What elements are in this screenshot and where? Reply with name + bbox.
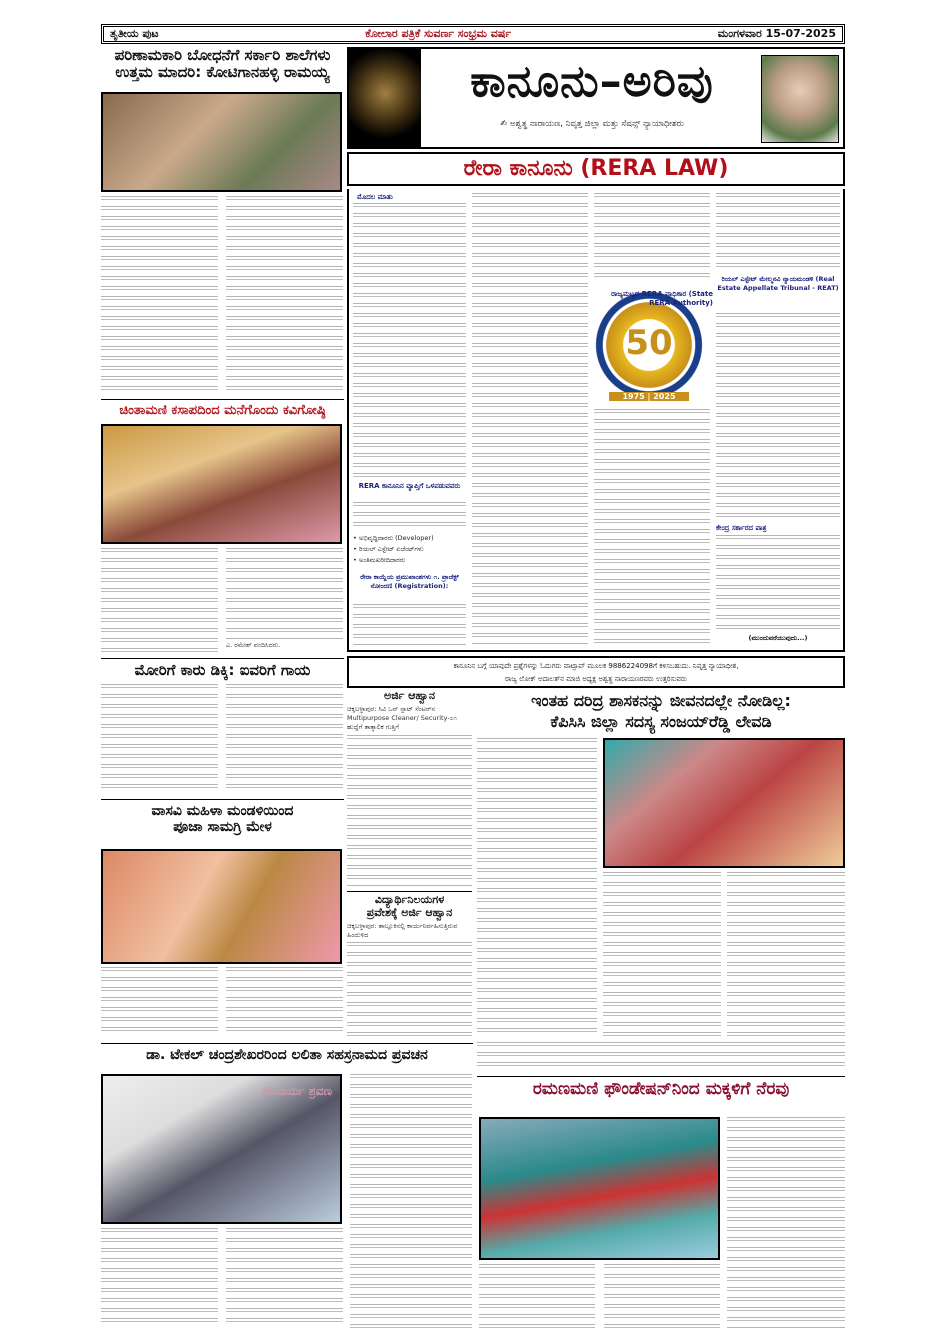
lalitha-text-col2	[226, 1228, 343, 1328]
bullet-text: ರಿಯಲ್ ಎಸ್ಟೇಟ್ ಏಜೆಂಟ್‌ಗಳು	[358, 545, 424, 553]
bullet-text: ಅಭಿವೃದ್ಧಿದಾರರು (Developer)	[358, 534, 434, 542]
subhead-state: ರಾಜ್ಯಮಟ್ಟದ RERA ಪ್ರಾಧಿಕಾರ (State RERA Authority)	[611, 290, 713, 307]
school-headline-line1: ಪರಿಣಾಮಕಾರಿ ಬೋಧನೆಗೆ ಸರ್ಕಾರಿ ಶಾಲೆಗಳು	[114, 46, 331, 64]
rera-text-col3b	[594, 409, 710, 646]
subhead-intro: ಮೊದಲ ಮಾತು	[357, 193, 393, 201]
vasavi-headline-line2: ಪೂಜಾ ಸಾಮಗ್ರಿ ಮೇಳ	[173, 819, 272, 836]
rera-text-col1b	[353, 502, 466, 532]
sanjay-text-col3	[727, 872, 845, 1038]
lalitha-photo	[101, 1074, 342, 1224]
hostel-headline	[347, 894, 472, 919]
rera-headline: ರೇರಾ ಕಾನೂನು (RERA LAW)	[463, 156, 729, 181]
kavigoshti-end: ಎ. ರಮೇಶ್ ವಂದಿಸಿದರು.	[226, 641, 281, 649]
sanjay-photo	[603, 738, 845, 868]
ramanamani-text-col1	[479, 1264, 595, 1328]
hostel-headline-line1: ವಿದ್ಯಾರ್ಥಿನಿಲಯಗಳ	[374, 893, 445, 906]
hostel-lead: ಚಿಕ್ಕಬಳ್ಳಾಪುರ: ತಾಲ್ಲೂಕಿನಲ್ಲಿ ಕಾರ್ಯನಿರ್ವಹಿಸುತ್ತಿರುವ ಹಿಂದುಳಿದ	[347, 922, 458, 939]
continued-note: (ಮುಂದುವರೆಯುವುದು...)	[748, 634, 808, 642]
rera-text-col1c	[353, 604, 466, 646]
rera-text-col3a	[594, 193, 710, 283]
subhead-who: RERA ಕಾನೂನಿನ ವ್ಯಾಪ್ತಿಗೆ ಒಳಪಡುವವರು	[358, 482, 461, 490]
ramanamani-photo	[479, 1117, 720, 1260]
arji-headline: ಅರ್ಜಿ ಆಹ್ವಾನ	[383, 689, 436, 702]
law-column-masthead	[347, 47, 845, 149]
school-photo	[101, 92, 342, 192]
hostel-headline-line2: ಪ್ರವೇಶಕ್ಕೆ ಅರ್ಜಿ ಆಹ್ವಾನ	[366, 905, 453, 919]
divider	[101, 799, 344, 800]
law-column-author	[427, 119, 757, 129]
school-text-col2	[226, 196, 343, 394]
rera-text-col2	[472, 193, 588, 646]
law-footer-line2: ರಾಜ್ಯ ಲೋಕ್ ಅದಾಲತ್‌ನ ಮಾಜಿ ಅಧ್ಯಕ್ಷ ಅಶ್ವತ್ಥ ನಾರಾಯಣರವರು ಉತ್ತರಿಸುವರು	[505, 675, 687, 683]
page-header-bar	[101, 24, 845, 44]
school-text-col1	[101, 196, 218, 394]
ramanamani-text-col2	[604, 1264, 720, 1328]
rera-body	[347, 189, 845, 652]
rera-headline-box	[347, 152, 845, 186]
accident-headline: ಮೋರಿಗೆ ಕಾರು ಡಿಕ್ಕಿ: ಐವರಿಗೆ ಗಾಯ	[134, 661, 311, 679]
ramanamani-text-col3	[727, 1117, 845, 1328]
rera-text-col4c	[716, 535, 840, 630]
sanjay-headline-line2: ಕೆಪಿಸಿಸಿ ಜಿಲ್ಲಾ ಸದಸ್ಯ ಸಂಜಯ್‌ರೆಡ್ಡಿ ಲೇವಡಿ	[550, 712, 772, 731]
sanjay-text-end	[477, 1042, 845, 1072]
lalitha-headline: ಡಾ. ಟೇಕಲ್ ಚಂದ್ರಶೇಖರರಿಂದ ಲಲಿತಾ ಸಹಸ್ರನಾಮದ ಪ್ರವಚನ	[146, 1047, 428, 1063]
lalitha-photo-banner-text: ಸೌಂದರ್ಯ ಶ್ರವಣ	[261, 1084, 332, 1098]
lalitha-text-col3	[350, 1074, 472, 1328]
sanjay-headline-line1: ಇಂತಹ ದರಿದ್ರ ಶಾಸಕನನ್ನು ಜೀವನದಲ್ಲೇ ನೋಡಿಲ್ಲ:	[531, 691, 791, 710]
school-headline-line2: ಉತ್ತಮ ಮಾದರಿ: ಕೋಟಿಗಾನಹಳ್ಳಿ ರಾಮಯ್ಯ	[115, 63, 330, 82]
justice-statue-icon	[349, 49, 421, 147]
kavigoshti-text-col1	[101, 548, 218, 653]
law-column-author-text: ಅಶ್ವತ್ಥ ನಾರಾಯಣ, ನಿವೃತ್ತ ಜಿಲ್ಲಾ ಮತ್ತು ಸೆಷನ್ಸ್ ನ್ಯಾಯಾಧೀಶರು	[510, 119, 684, 129]
author-photo	[761, 55, 839, 143]
subhead-central: ಕೇಂದ್ರ ಸರ್ಕಾರದ ಪಾತ್ರ	[716, 524, 767, 532]
header-center-text: ಕೋಲಾರ ಪತ್ರಿಕೆ ಸುವರ್ಣ ಸಂಭ್ರಮ ವರ್ಷ	[365, 27, 512, 40]
vasavi-text-col2	[226, 967, 343, 1037]
vasavi-text-col1	[101, 967, 218, 1037]
bullet-item: • ಅಂತಿಮಖರೀದಿದಾರರು	[353, 556, 406, 564]
vasavi-headline	[101, 803, 344, 835]
bullet-item: • ಅಭಿವೃದ್ಧಿದಾರರು (Developer)	[353, 534, 434, 542]
divider	[101, 399, 344, 400]
school-headline	[101, 47, 344, 82]
subhead-registration: ರೇರಾ ಕಾಯ್ದೆಯ ಪ್ರಮುಖಾಂಶಗಳು ೧. ಪ್ರಾಜೆಕ್ಟ್ ನೋಂದಣಿ (Registration):	[360, 573, 459, 590]
divider	[347, 891, 472, 892]
divider	[101, 1043, 473, 1044]
badge-years: 1975 | 2025	[609, 392, 689, 401]
rera-text-col4b	[716, 313, 840, 518]
kavigoshti-text-col2	[226, 548, 343, 640]
kavigoshti-photo	[101, 424, 342, 544]
pen-icon: ✍	[500, 119, 511, 129]
rera-text-col1a	[353, 203, 466, 478]
bullet-text: ಅಂತಿಮಖರೀದಿದಾರರು	[358, 556, 406, 564]
vasavi-headline-line1: ವಾಸವಿ ಮಹಿಳಾ ಮಂಡಳಿಯಿಂದ	[151, 803, 294, 819]
accident-text-col2	[226, 684, 343, 794]
who-bullets	[353, 533, 466, 566]
divider	[101, 658, 344, 659]
sanjay-headline	[477, 690, 845, 732]
law-column-title: ಕಾನೂನು–ಅರಿವು	[470, 56, 714, 107]
page-label: ತೃತೀಯ ಪುಟ	[110, 27, 159, 40]
ramanamani-headline: ರಮಣಮಣಿ ಫೌಂಡೇಷನ್‌ನಿಂದ ಮಕ್ಕಳಿಗೆ ನೆರವು	[532, 1079, 790, 1099]
arji-text	[347, 735, 472, 887]
kavigoshti-headline: ಚಿಂತಾಮಣಿ ಕಸಾಪದಿಂದ ಮನೆಗೊಂದು ಕವಿಗೋಷ್ಠಿ	[119, 403, 326, 418]
arji-lead: ಚಿಕ್ಕಬಳ್ಳಾಪುರ: ಸಿವಿ ಒನ್ ಸ್ಪಾಟ್ ಸೆಂಟರ್‌ನ Multipurpose Cleaner/ Security-೦೧ ಹುದ್ದೆಗೆ ತಾತ್ಕಾಲಿಕ ಗುತ್ತಿಗೆ	[347, 705, 457, 731]
law-footer-box	[347, 656, 845, 688]
sanjay-text-col1	[477, 738, 597, 1038]
bullet-item: • ರಿಯಲ್ ಎಸ್ಟೇಟ್ ಏಜೆಂಟ್‌ಗಳು	[353, 545, 424, 553]
hostel-text	[347, 942, 472, 1040]
lalitha-text-col1	[101, 1228, 218, 1328]
sanjay-text-col2	[603, 872, 721, 1038]
header-date: ಮಂಗಳವಾರ 15-07-2025	[717, 27, 836, 40]
rera-text-col4a	[716, 193, 840, 273]
law-footer-line1: ಕಾನೂನಿನ ಬಗ್ಗೆ ಯಾವುದೇ ಪ್ರಶ್ನೆಗಳನ್ನು ಓದುಗರು ವಾಟ್ಸಾಪ್ ಮೂಲಕ 9886224098ಗೆ ಕಳಿಸಬಹುದು. ನಿವೃತ್ತ ನ್ಯಾಯಾಧೀಶ,	[453, 662, 739, 670]
accident-text-col1	[101, 684, 218, 794]
subhead-reat: ರಿಯಲ್ ಎಸ್ಟೇಟ್ ಮೇಲ್ಮನವಿ ನ್ಯಾಯಮಂಡಳಿ (Real Estate Appellate Tribunal - REAT)	[717, 275, 839, 292]
vasavi-photo	[101, 849, 342, 964]
divider	[477, 1076, 845, 1077]
badge-number: 50	[625, 323, 673, 363]
